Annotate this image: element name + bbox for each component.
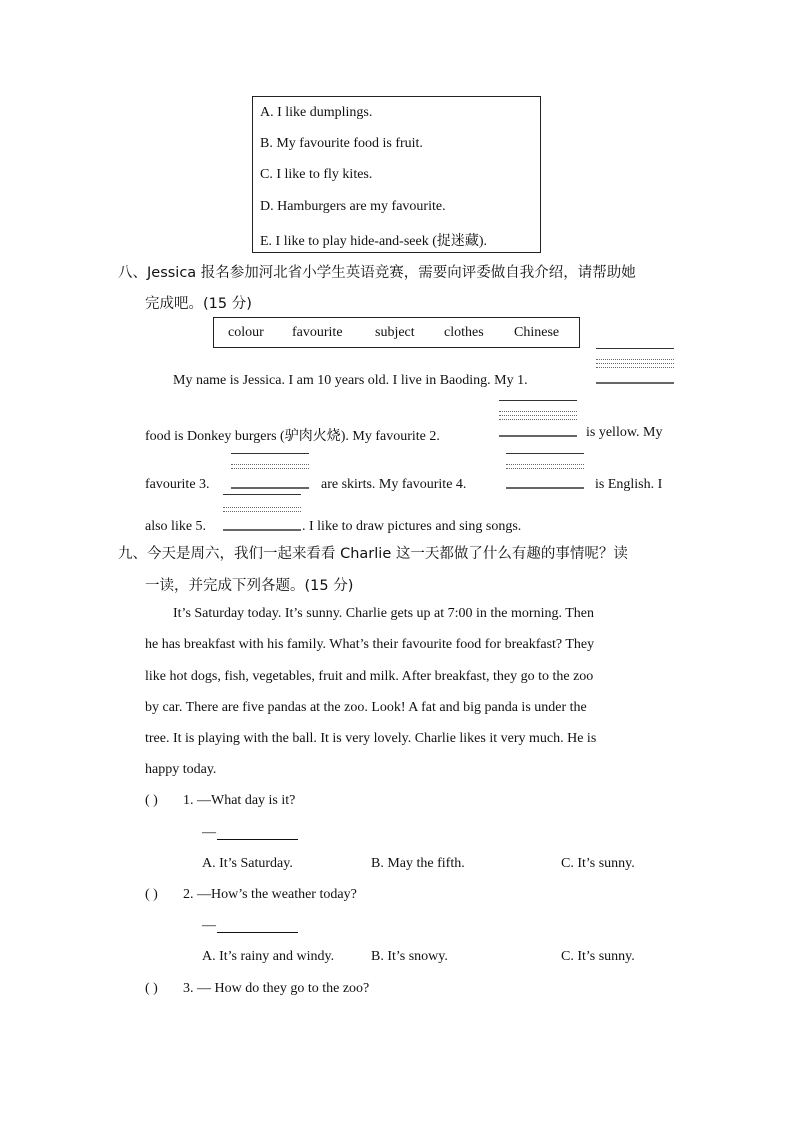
passage-line: by car. There are five pandas at the zoo. Look! A fat and big panda is under the	[145, 700, 587, 715]
q2-option-b: B. It’s snowy.	[371, 949, 448, 964]
passage-line: he has breakfast with his family. What’s their favourite food for breakfast? They	[145, 637, 595, 652]
option-c: C. I like to fly kites.	[260, 167, 373, 182]
answer-dash-2: —	[202, 918, 216, 933]
answer-paren-1[interactable]: ( )	[145, 793, 158, 808]
para-line-2a: food is Donkey burgers (驴肉火烧). My favourite 2.	[145, 429, 440, 444]
q1-option-c: C. It’s sunny.	[561, 856, 635, 871]
option-e: E. I like to play hide-and-seek (捉迷藏).	[260, 234, 488, 249]
para-line-4b: . I like to draw pictures and sing songs.	[302, 519, 522, 534]
option-b: B. My favourite food is fruit.	[260, 136, 423, 151]
question-3: 3. — How do they go to the zoo?	[183, 981, 370, 996]
word-bank-item: colour	[228, 325, 264, 340]
question-2: 2. —How’s the weather today?	[183, 887, 357, 902]
section9-title-cont: 一读，并完成下列各题。(15 分)	[145, 578, 354, 594]
q1-option-b: B. May the fifth.	[371, 856, 465, 871]
para-line-3c: is English. I	[595, 477, 663, 492]
passage-line: like hot dogs, fish, vegetables, fruit and milk. After breakfast, they go to the zoo	[145, 669, 594, 684]
para-line-3a: favourite 3.	[145, 477, 210, 492]
answer-line-1[interactable]	[217, 839, 298, 840]
passage-line: It’s Saturday today. It’s sunny. Charlie gets up at 7:00 in the morning. Then	[173, 606, 594, 621]
answer-line-2[interactable]	[217, 932, 298, 933]
section9-title: 九、今天是周六，我们一起来看看 Charlie 这一天都做了什么有趣的事情呢？读	[118, 546, 628, 562]
option-d: D. Hamburgers are my favourite.	[260, 199, 446, 214]
word-bank-item: clothes	[444, 325, 484, 340]
question-1: 1. —What day is it?	[183, 793, 296, 808]
option-a: A. I like dumplings.	[260, 105, 373, 120]
q1-option-a: A. It’s Saturday.	[202, 856, 293, 871]
passage-line: tree. It is playing with the ball. It is very lovely. Charlie likes it very much. He is	[145, 731, 597, 746]
answer-paren-3[interactable]: ( )	[145, 981, 158, 996]
word-bank-item: favourite	[292, 325, 343, 340]
section8-title: 八、Jessica 报名参加河北省小学生英语竞赛，需要向评委做自我介绍，请帮助她	[118, 265, 636, 281]
para-line-1: My name is Jessica. I am 10 years old. I live in Baoding. My 1.	[173, 373, 528, 388]
para-line-3b: are skirts. My favourite 4.	[321, 477, 467, 492]
section8-title-cont: 完成吧。(15 分)	[145, 296, 252, 312]
q2-option-a: A. It’s rainy and windy.	[202, 949, 335, 964]
answer-dash-1: —	[202, 825, 216, 840]
word-bank-item: Chinese	[514, 325, 560, 340]
passage-line: happy today.	[145, 762, 217, 777]
para-line-4a: also like 5.	[145, 519, 207, 534]
option-box	[252, 96, 541, 253]
para-line-2b: is yellow. My	[586, 425, 663, 440]
answer-paren-2[interactable]: ( )	[145, 887, 158, 902]
q2-option-c: C. It’s sunny.	[561, 949, 635, 964]
word-bank	[213, 317, 580, 348]
word-bank-item: subject	[375, 325, 415, 340]
